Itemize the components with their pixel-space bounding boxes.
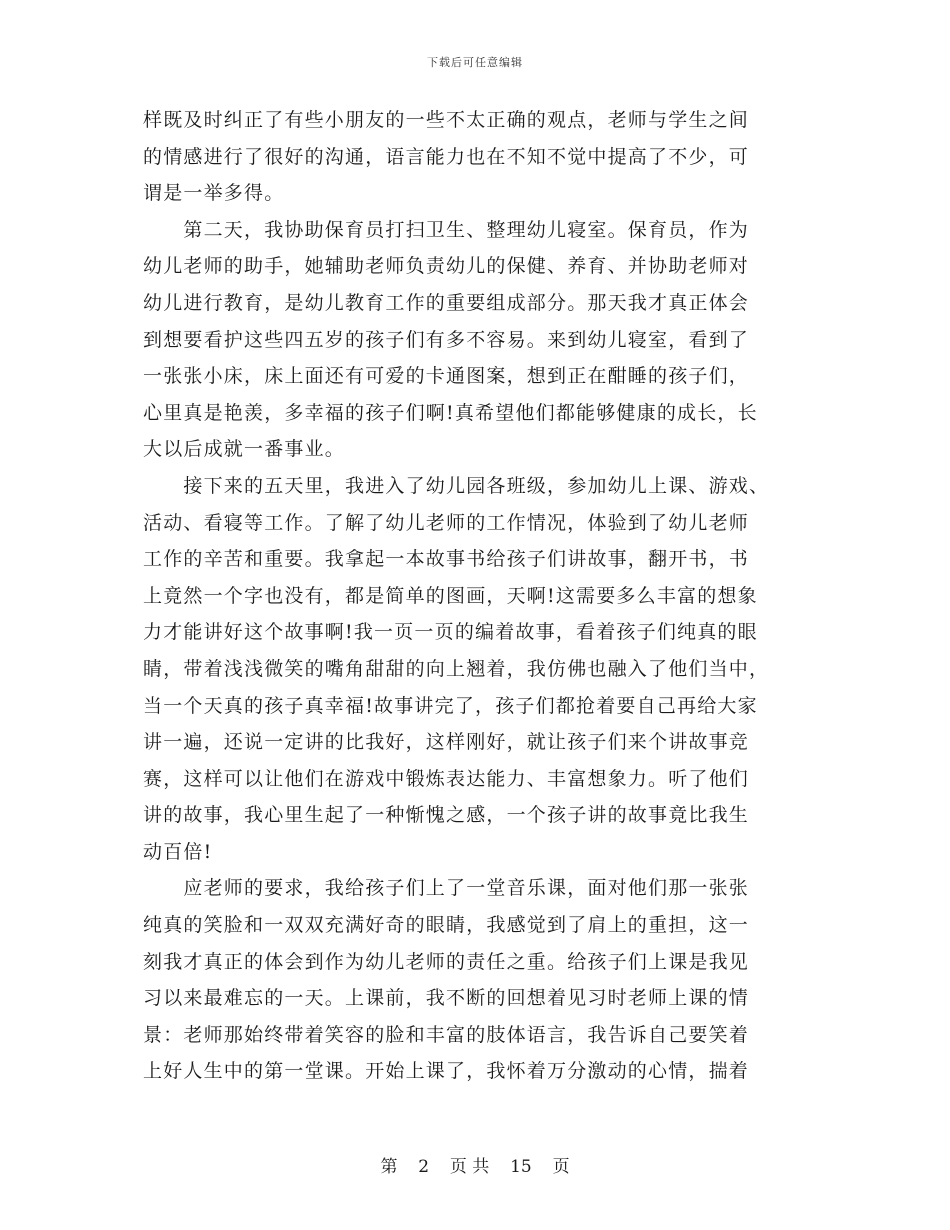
text-line: 上好人生中的第一堂课。开始上课了，我怀着万分激动的心情，揣着 xyxy=(143,1060,750,1083)
document-body xyxy=(143,102,798,1090)
footer-middle: 页 共 xyxy=(449,1157,490,1177)
text-line: 睛，带着浅浅微笑的嘴角甜甜的向上翘着，我仿佛也融入了他们当中， xyxy=(143,657,770,680)
page-header: 下载后可任意编辑 xyxy=(427,56,523,69)
footer-suffix: 页 xyxy=(552,1157,570,1177)
text-line: 习以来最难忘的一天。上课前，我不断的回想着见习时老师上课的情 xyxy=(143,987,750,1010)
text-line: 幼儿进行教育，是幼儿教育工作的重要组成部分。那天我才真正体会 xyxy=(143,291,750,314)
footer-prefix: 第 xyxy=(380,1157,398,1177)
text-line: 景：老师那始终带着笑容的脸和丰富的肢体语言，我告诉自己要笑着 xyxy=(143,1023,750,1046)
text-line: 接下来的五天里，我进入了幼儿园各班级，参加幼儿上课、游戏、 xyxy=(143,474,770,497)
text-line: 幼儿老师的助手，她辅助老师负责幼儿的保健、养育、并协助老师对 xyxy=(143,255,750,278)
text-line: 讲的故事，我心里生起了一种惭愧之感，一个孩子讲的故事竟比我生 xyxy=(143,804,750,827)
text-line: 动百倍! xyxy=(143,840,213,863)
text-line: 大以后成就一番事业。 xyxy=(143,438,346,461)
text-line: 讲一遍，还说一定讲的比我好，这样刚好，就让孩子们来个讲故事竞 xyxy=(143,731,750,754)
text-line: 纯真的笑脸和一双双充满好奇的眼睛，我感觉到了肩上的重担，这一 xyxy=(143,914,750,937)
text-line: 赛，这样可以让他们在游戏中锻炼表达能力、丰富想象力。听了他们 xyxy=(143,767,750,790)
text-line: 应老师的要求，我给孩子们上了一堂音乐课，面对他们那一张张 xyxy=(143,877,750,900)
total-pages: 15 xyxy=(510,1157,532,1177)
text-line: 样既及时纠正了有些小朋友的一些不太正确的观点，老师与学生之间 xyxy=(143,109,750,131)
text-line: 工作的辛苦和重要。我拿起一本故事书给孩子们讲故事，翻开书，书 xyxy=(143,548,750,571)
text-line: 一张张小床，床上面还有可爱的卡通图案，想到正在酣睡的孩子们， xyxy=(143,365,750,388)
page-footer xyxy=(0,1152,950,1177)
text-line: 的情感进行了很好的沟通，语言能力也在不知不觉中提高了不少，可 xyxy=(143,145,750,168)
text-line: 到想要看护这些四五岁的孩子们有多不容易。来到幼儿寝室，看到了 xyxy=(143,328,750,351)
text-line: 上竟然一个字也没有，都是简单的图画，天啊!这需要多么丰富的想象 xyxy=(143,584,758,607)
text-line: 谓是一举多得。 xyxy=(143,182,285,205)
text-line: 当一个天真的孩子真幸福!故事讲完了，孩子们都抢着要自己再给大家 xyxy=(143,694,758,717)
text-line: 活动、看寝等工作。了解了幼儿老师的工作情况，体验到了幼儿老师 xyxy=(143,511,750,534)
page-number: 2 xyxy=(418,1157,430,1177)
text-line: 刻我才真正的体会到作为幼儿老师的责任之重。给孩子们上课是我见 xyxy=(143,950,750,973)
text-line: 心里真是艳羡，多幸福的孩子们啊!真希望他们都能够健康的成长，长 xyxy=(143,401,758,424)
text-line: 第二天，我协助保育员打扫卫生、整理幼儿寝室。保育员，作为 xyxy=(143,218,750,241)
text-line: 力才能讲好这个故事啊!我一页一页的编着故事，看着孩子们纯真的眼 xyxy=(143,621,758,644)
